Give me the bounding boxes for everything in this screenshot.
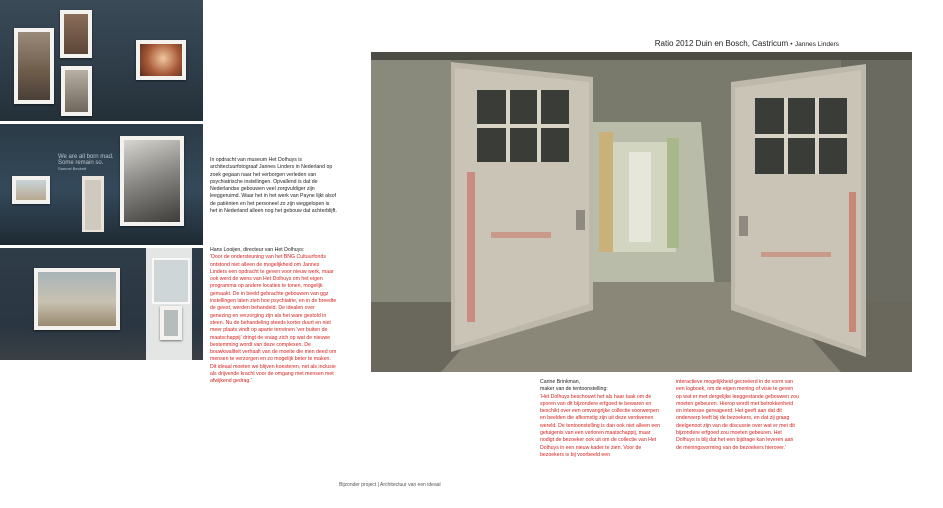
gallery-window-opening (146, 248, 192, 360)
framed-photo-ruin (61, 66, 92, 116)
quote-looijen-speaker: Hans Looijen, directeur van Het Dolhuys: (210, 247, 305, 253)
framed-photo-interior (136, 40, 186, 80)
caption-author: Jannes Linders (794, 41, 839, 48)
page-folio: Bijzonder project | Architectuur van een ideaal (339, 482, 441, 488)
caption-bullet: • (790, 41, 793, 48)
gallery-photo-3 (0, 248, 203, 360)
wall-text: We are all born mad. Some remain so. Samuel Beckett (58, 154, 114, 171)
quote-brinkman-text-2: interactieve mogelijkheid gecreëerd in de vorm van een logboek, om de eigen mening of visie te geven op wat er met dergelijke leeggestande gebouwen zou moeten gebeuren. Hierop wordt met betrokkenheid en interesse gereageerd. Het geeft aan dat dit onderwerp leeft bij de bezoekers, en dat zij graag deelgenoot zijn van de discussie over wat er met dit bijzondere erfgoed zou moeten gebeuren. Het Dolhuys is blij dat het een bijdrage kan leveren aan de meningsvorming van de bezoekers hierover.’ (676, 379, 799, 451)
quote-looijen-text: ‘Door de ondersteuning van het BNG Cultuurfonds ontstond niet alleen de mogelijkheid om Jannes Linders een opdracht te geven voor nieuw werk, maar ook werd de wens van Het Dolhuys om het eigen programma op andere locaties te tonen, mogelijk gemaakt. De in beeld gebrachte gebouwen van ggz instellingen laten zien hoe psychiatrie, en in de breedte de geest, werden behandeld. De idealen over genezing en verzorging zijn als het ware gestold in steen. Nu de behandeling steeds korter duurt en niet meer plaats vindt op aparte terreinen ‘ver buiten de maatschappij’ dringt de vraag zich op wat de nieuwe bestemming wordt van deze complexen. De bouwkwaliteit verhaalt van de moeite die men deed om mensen te verzorgen en zo mogelijk beter te maken. Dit ideaal moeten we blijven koesteren, net als inclusie als drijvende kracht voor de omgang met mensen met afwijkend gedrag.’ (210, 254, 337, 385)
framed-photo-bathtub (34, 268, 120, 330)
gallery-doorway (82, 176, 104, 232)
quote-brinkman-role: maker van de tentoonstelling: (540, 386, 608, 393)
photo-caption (655, 39, 839, 48)
quote-brinkman-col1 (540, 379, 663, 459)
quote-brinkman-speaker: Carine Brinkman, (540, 379, 581, 385)
framed-photo-beach (12, 176, 50, 204)
intro-paragraph: In opdracht van museum Het Dolhuys is architectuurfotograaf Jannes Linders in Nederland op zoek gegaan naar het verborgen verleden van psychiatrische instellingen. Opvallend is dat de Nederlandse gebouwen veel zorgvuldiger zijn leeggeruimd. Waar het in het werk van Payne lijkt alsof de patiënten en het personeel zo zijn weggelopen is het in Nederland alleen nog het gebouw dat achterblijft. (210, 157, 337, 215)
quote-looijen (210, 247, 337, 386)
quote-brinkman-col2 (676, 379, 800, 452)
framed-photo-staircase (120, 136, 184, 226)
framed-photo-building (14, 28, 54, 104)
gallery-photo-2 (0, 124, 203, 245)
main-photo-doors (371, 52, 912, 372)
framed-photo-tower (60, 10, 92, 58)
doors-illustration (371, 52, 912, 372)
caption-title: Ratio 2012 Duin en Bosch, Castricum (654, 39, 789, 48)
quote-brinkman-text-1: ‘Het Dolhuys beschouwt het als haar taak om de sporen van dit bijzondere erfgoed te bewaren en beschikt over een omvangrijke collectie voorwerpen en beelden die afkomstig zijn uit deze verdwenen wereld. De tentoonstelling is dan ook niet alleen een getuigenis van een verloren maatschappij, maar nodigt de bezoeker ook uit om de collectie van Het Dolhuys in een nieuw kader te zien. Voor de bezoekers is bij voorbeeld een (540, 393, 660, 458)
gallery-photo-1 (0, 0, 203, 121)
